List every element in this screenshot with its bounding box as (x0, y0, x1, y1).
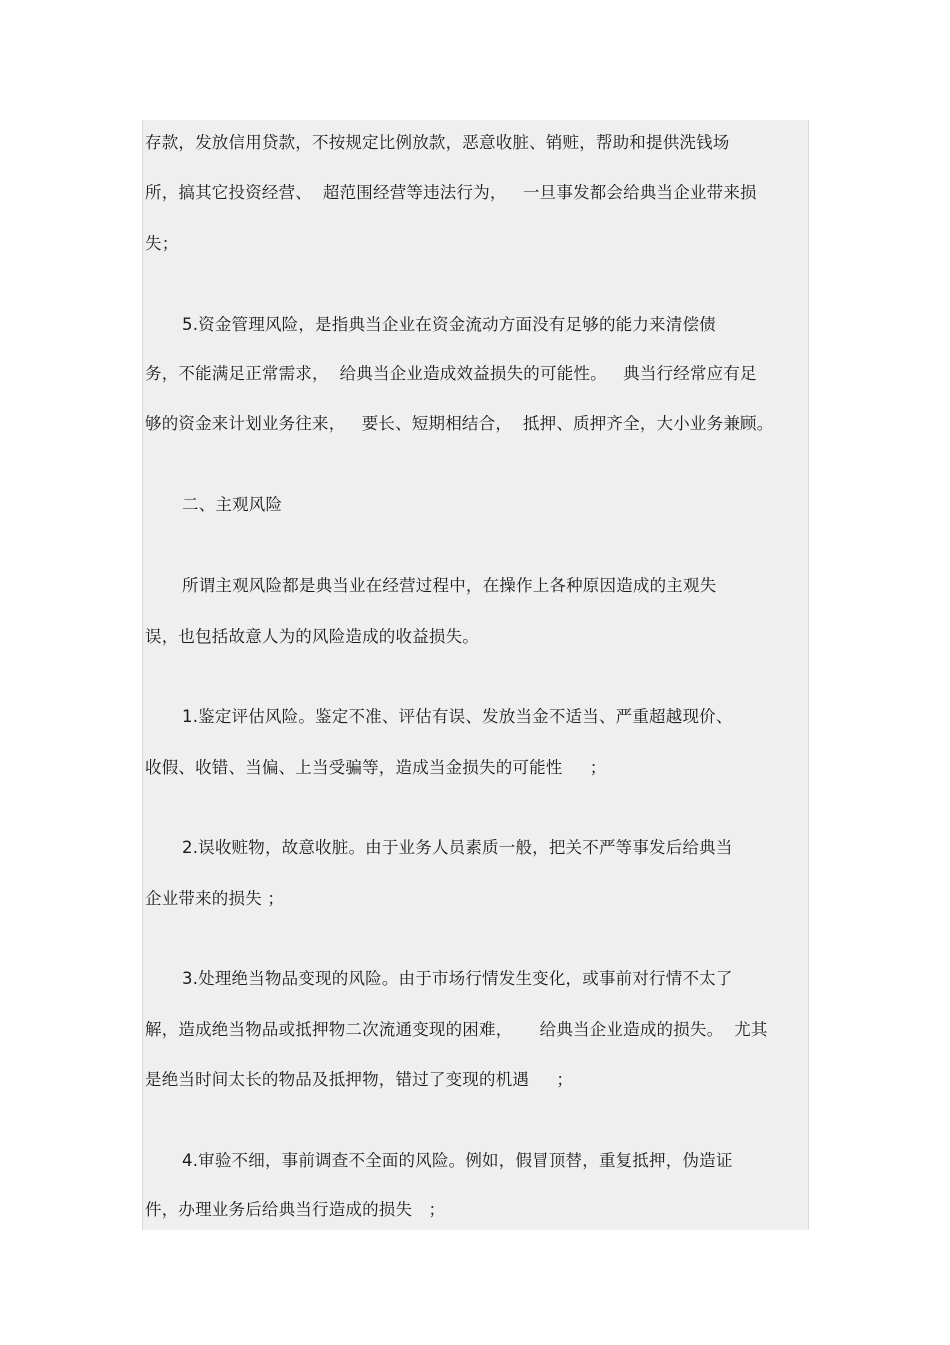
text-line: 5.资金管理风险，是指典当企业在资金流动方面没有足够的能力来清偿债 (182, 315, 716, 334)
text-line: 失； (145, 234, 179, 253)
text-line: 4.审验不细，事前调查不全面的风险。例如，假冒顶替，重复抵押，伪造证 (182, 1151, 733, 1170)
text-line: 3.处理绝当物品变现的风险。由于市场行情发生变化，或事前对行情不太了 (182, 969, 733, 988)
text-line: 误，也包括故意人为的风险造成的收益损失。 (145, 627, 479, 646)
text-line: 所，搞其它投资经营、 超范围经营等违法行为， 一旦事发都会给典当企业带来损 (145, 183, 757, 202)
text-line: 够的资金来计划业务往来， 要长、短期相结合， 抵押、质押齐全，大小业务兼顾。 (145, 414, 774, 433)
text-line: 是绝当时间太长的物品及抵押物，错过了变现的机遇 ； (145, 1070, 574, 1089)
text-line: 所谓主观风险都是典当业在经营过程中，在操作上各种原因造成的主观失 (182, 576, 717, 595)
text-line: 存款，发放信用贷款，不按规定比例放款，恶意收脏、销赃，帮助和提供洗钱场 (145, 133, 730, 152)
text-line: 收假、收错、当偏、上当受骗等，造成当金损失的可能性 ； (145, 758, 607, 777)
text-line: 1.鉴定评估风险。鉴定不准、评估有误、发放当金不适当、严重超越现价、 (182, 707, 733, 726)
text-line: 务，不能满足正常需求， 给典当企业造成效益损失的可能性。 典当行经常应有足 (145, 364, 757, 383)
text-line: 件，办理业务后给典当行造成的损失 ； (145, 1200, 446, 1219)
document-page (142, 120, 809, 1230)
text-line: 2.误收赃物，故意收脏。由于业务人员素质一般，把关不严等事发后给典当 (182, 838, 733, 857)
text-line: 解，造成绝当物品或抵押物二次流通变现的困难， 给典当企业造成的损失。 尤其 (145, 1020, 768, 1039)
text-line: 企业带来的损失 ； (145, 889, 285, 908)
section-heading: 二、主观风险 (182, 495, 283, 514)
